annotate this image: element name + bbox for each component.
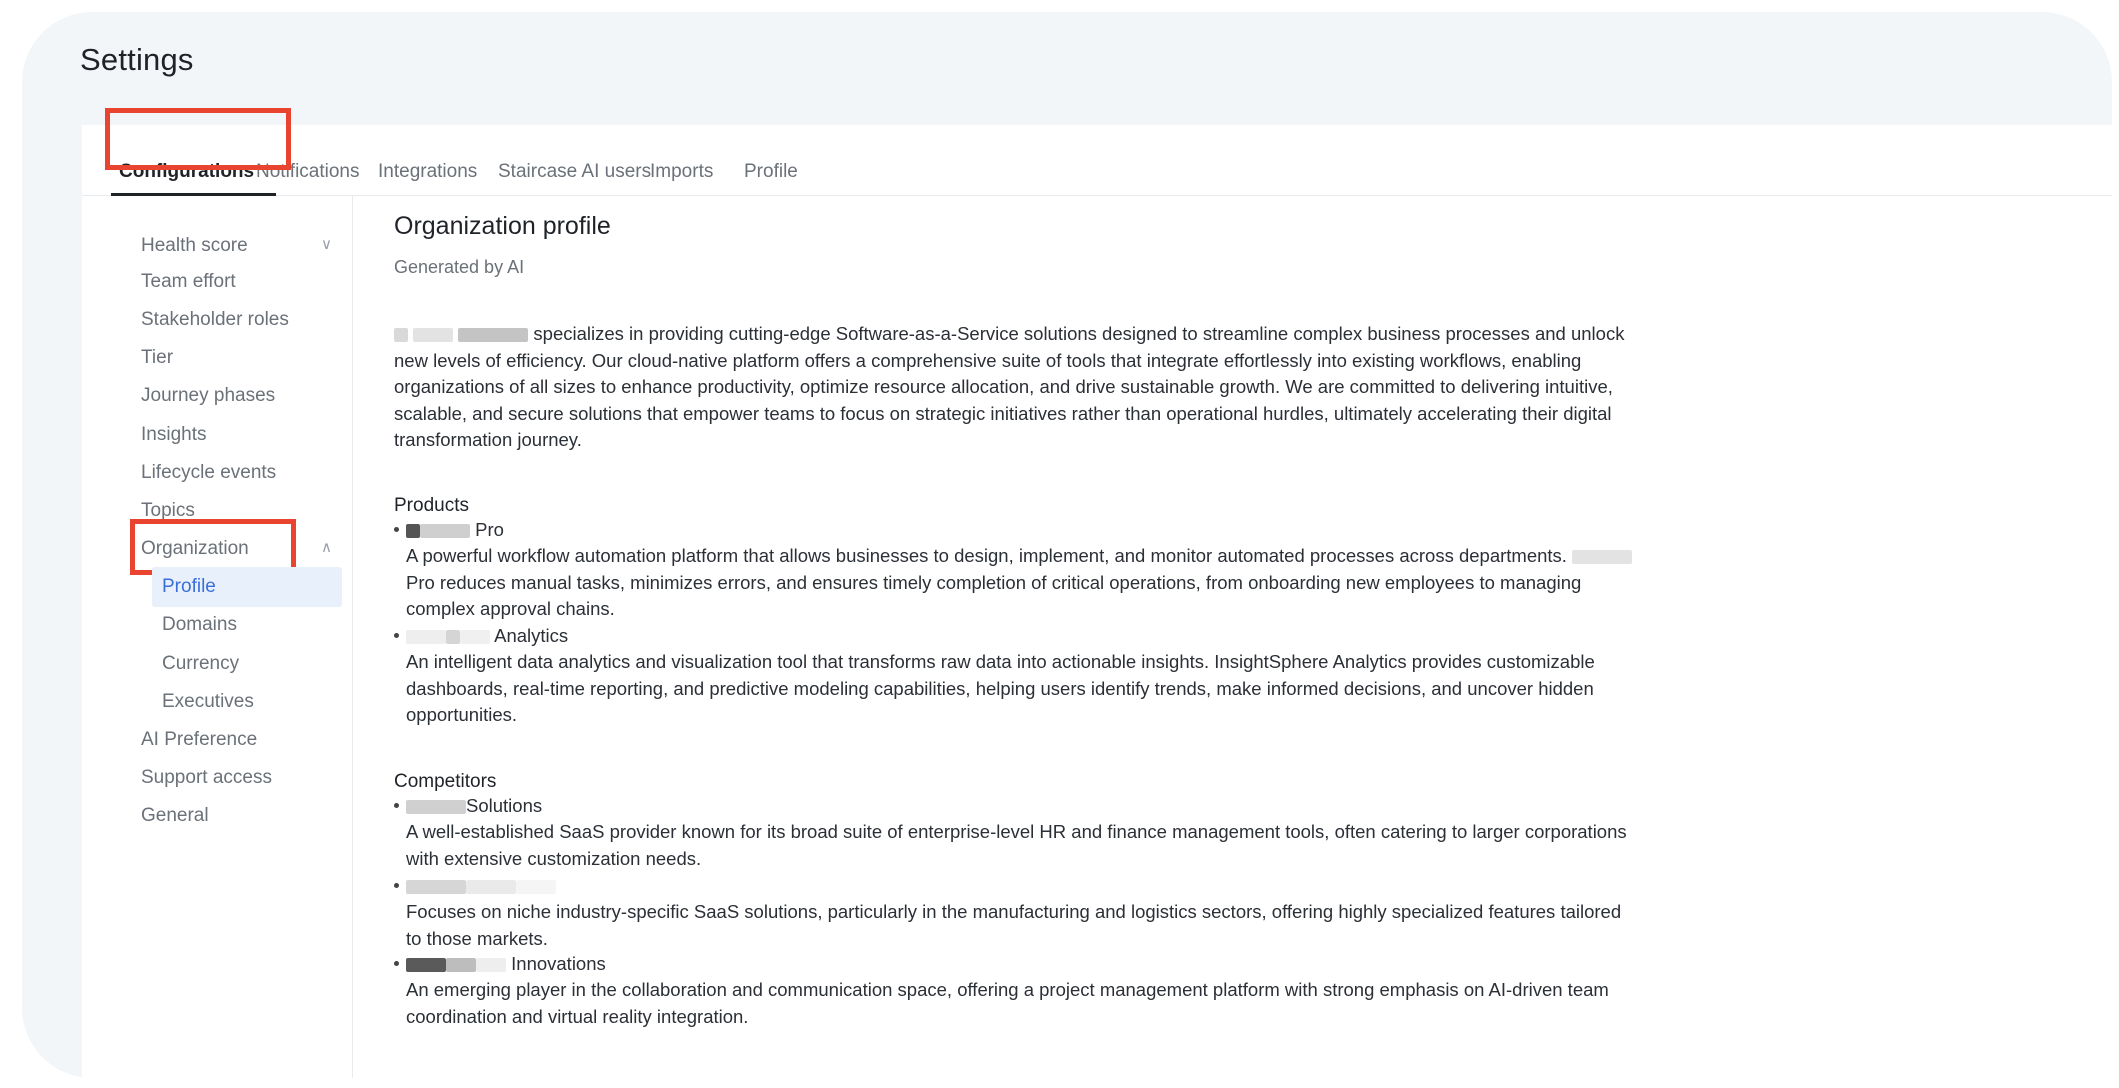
competitor-description: An emerging player in the collaboration and communication space, offering a project management platform with strong emphasis on AI-driven team coordination and virtual reality integration. bbox=[406, 979, 1609, 1027]
product-name: Pro bbox=[475, 519, 504, 540]
competitor-description: Focuses on niche industry-specific SaaS solutions, particularly in the manufacturing and logistics sectors, offering highly specialized features tailored to those markets. bbox=[406, 901, 1622, 949]
competitor-name: Solutions bbox=[466, 795, 543, 816]
sidebar-item-currency[interactable]: Currency bbox=[162, 653, 240, 674]
organization-description-text: specializes in providing cutting-edge Software-as-a-Service solutions designed to streamline complex business processes and unlock new levels of efficiency. Our cloud-native platform offers a comprehensive suite of tools that integrate effortlessly into existing workflows, enabling organizations of all sizes to enhance productivity, optimize resource allocation, and drive sustainable growth. We are committed to delivering intuitive, scalable, and secure solutions that empower teams to focus on strategic initiatives rather than operational hurdles, ultimately accelerating their digital transformation journey. bbox=[394, 323, 1625, 450]
sidebar-item-executives[interactable]: Executives bbox=[162, 691, 254, 712]
app-window bbox=[22, 12, 2112, 1078]
settings-sidebar bbox=[82, 195, 353, 1078]
tab-imports[interactable]: Imports bbox=[650, 161, 714, 182]
redacted-company-name bbox=[394, 323, 533, 344]
competitor-name: Innovations bbox=[511, 953, 606, 974]
tab-integrations[interactable]: Integrations bbox=[378, 161, 478, 182]
tab-bar bbox=[82, 125, 2112, 196]
sidebar-item-topics[interactable]: Topics bbox=[141, 500, 195, 521]
bullet-icon bbox=[394, 527, 399, 532]
sidebar-item-ai-preference[interactable]: AI Preference bbox=[141, 729, 258, 750]
sidebar-item-support-access[interactable]: Support access bbox=[141, 767, 272, 788]
competitors-heading: Competitors bbox=[394, 771, 497, 792]
sidebar-item-insights[interactable]: Insights bbox=[141, 424, 207, 445]
products-heading: Products bbox=[394, 495, 469, 516]
sidebar-item-lifecycle-events[interactable]: Lifecycle events bbox=[141, 462, 277, 483]
section-subtitle: Generated by AI bbox=[394, 257, 525, 277]
tab-staircase-ai-users[interactable]: Staircase AI users bbox=[498, 161, 652, 182]
product-description: An intelligent data analytics and visualization tool that transforms raw data into actionable insights. InsightSphere Analytics provides customizable dashboards, real-time reporting, and predictive modeling capabilities, helping users identify trends, make informed decisions, and uncover hidden opportunities. bbox=[406, 651, 1595, 725]
tab-configurations[interactable]: Configurations bbox=[119, 161, 255, 182]
organization-description bbox=[394, 321, 1634, 454]
sidebar-item-organization[interactable]: Organization bbox=[141, 538, 249, 559]
configurations-highlight-box bbox=[105, 108, 291, 170]
section-title: Organization profile bbox=[394, 212, 611, 240]
product-name: Analytics bbox=[494, 625, 569, 646]
chevron-up-icon[interactable]: ∧ bbox=[321, 539, 332, 556]
sidebar-item-tier[interactable]: Tier bbox=[141, 347, 174, 368]
sidebar-item-general[interactable]: General bbox=[141, 805, 209, 826]
product-description: A powerful workflow automation platform that allows businesses to design, implement, and monitor automated processes across departments. Pro reduces manual tasks, minimizes errors, and ensures timely completion of critical operations, from onboarding new employees to managing complex approval chains. bbox=[406, 543, 1636, 623]
sidebar-item-team-effort[interactable]: Team effort bbox=[141, 271, 236, 292]
competitor-description: A well-established SaaS provider known for its broad suite of enterprise-level HR and finance management tools, often catering to larger corporations with extensive customization needs. bbox=[406, 821, 1627, 869]
sidebar-item-stakeholder-roles[interactable]: Stakeholder roles bbox=[141, 309, 289, 330]
tab-profile[interactable]: Profile bbox=[744, 161, 798, 182]
sidebar-item-profile[interactable]: Profile bbox=[162, 576, 216, 597]
chevron-down-icon[interactable]: ∨ bbox=[321, 236, 332, 253]
bullet-icon bbox=[394, 803, 399, 808]
bullet-icon bbox=[394, 961, 399, 966]
page-title: Settings bbox=[80, 42, 194, 77]
bullet-icon bbox=[394, 883, 399, 888]
sidebar-item-health-score[interactable]: Health score bbox=[141, 235, 248, 256]
tab-notifications[interactable]: Notifications bbox=[256, 161, 360, 182]
settings-panel bbox=[82, 125, 2112, 1078]
bullet-icon bbox=[394, 633, 399, 638]
sidebar-item-domains[interactable]: Domains bbox=[162, 614, 237, 635]
sidebar-item-journey-phases[interactable]: Journey phases bbox=[141, 385, 276, 406]
